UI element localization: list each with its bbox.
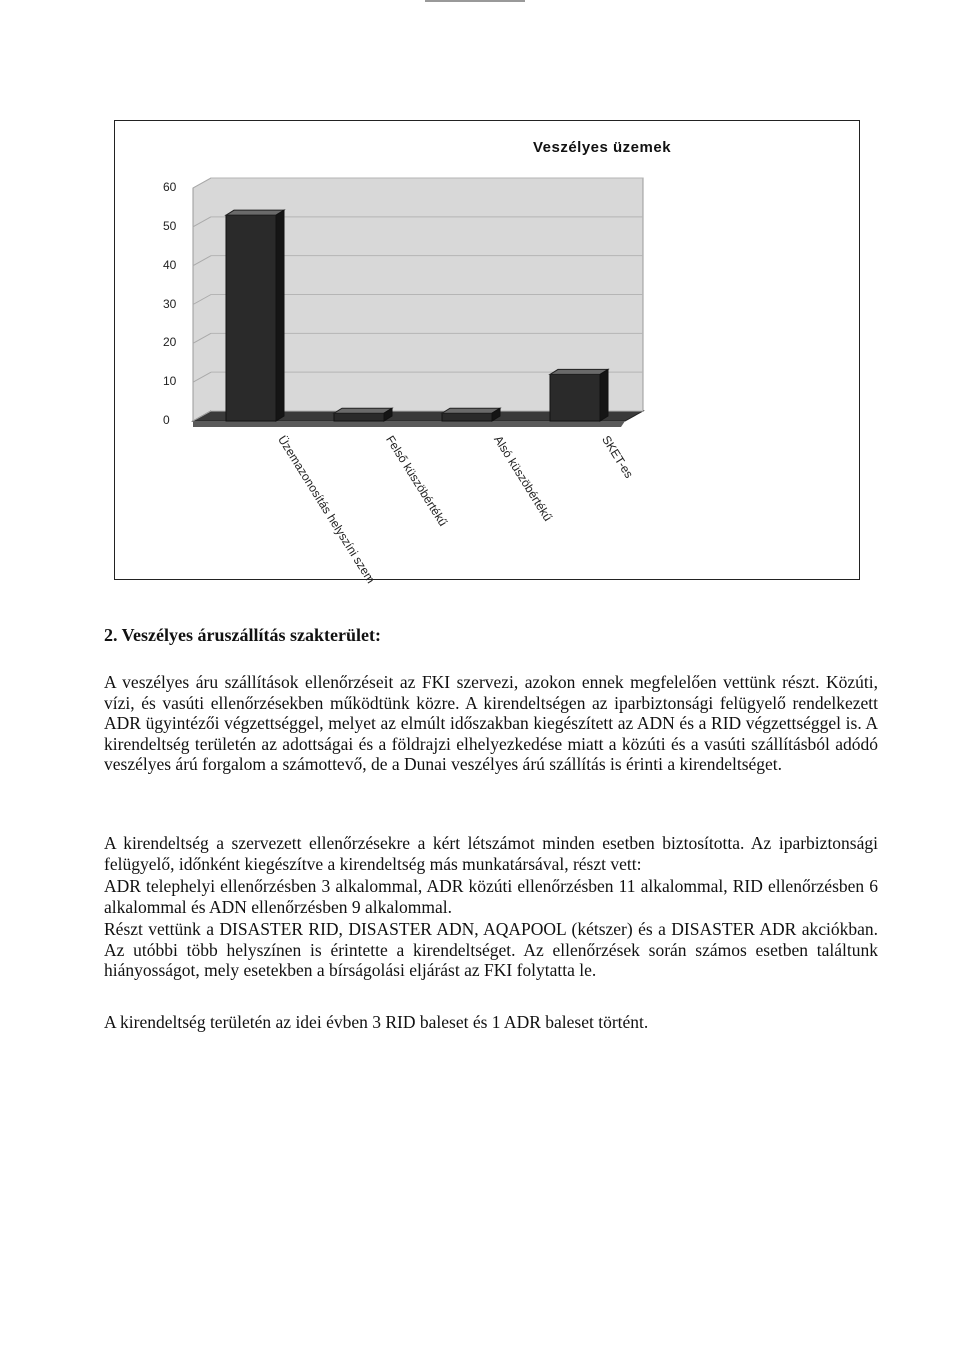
bar-side-4: [600, 369, 608, 421]
bar-4: [550, 374, 600, 421]
x-tick-label: Üzemazonosítás helyszíni szem: [275, 433, 378, 586]
x-tick-label: Felső küszöbértékű: [383, 433, 451, 529]
chart-frame: [114, 120, 860, 586]
y-tick-label: 50: [163, 218, 177, 233]
top-rule: [425, 0, 525, 2]
bar-top-4: [550, 369, 608, 374]
chart-plot: [115, 121, 861, 581]
plot-floor-front: [193, 421, 625, 427]
bar-side-1: [276, 210, 284, 421]
paragraph-2: A kirendeltség a szervezett ellenőrzésekre a kért létszámot minden esetben biztosította. Az iparbiztonsági felügyelő, időnként kiegészítve a kirendeltség más munkatársával, részt vett:: [104, 833, 878, 874]
y-tick-label: 10: [163, 374, 177, 389]
paragraph-4: Részt vettünk a DISASTER RID, DISASTER ADN, AQAPOOL (kétszer) és a DISASTER ADR akciókban. Az utóbbi több helyszínen is érintette a kirendeltséget. Az ellenőrzések során számos esetben találtunk hiányosságot, mely esetekben a bírságolási eljárást az FKI folytatta le.: [104, 919, 878, 980]
paragraph-1: A veszélyes áru szállítások ellenőrzéseit az FKI szervezi, azokon ennek megfelelően vettünk részt. Közúti, vízi, és vasúti ellenőrzésekben működtünk közre. A kirendeltségen az iparbiztonsági felügyelő rendelkezett ADR ügyintézői végzettséggel, melyet az elmúlt időszakban kiegészített az ADN és a RID végzettséggel is. A kirendeltség területén az adottságai és a földrajzi elhelyezkedése miatt a közúti és a vasúti szállításból adódó veszélyes árú forgalom a számottevő, de a Dunai veszélyes árú szállítás is érinti a kirendeltséget.: [104, 672, 878, 774]
bar-top-2: [334, 408, 392, 413]
bar-1: [226, 215, 276, 421]
bar-top-1: [226, 210, 284, 215]
x-tick-label: SKET-es: [599, 433, 637, 481]
section-heading: 2. Veszélyes áruszállítás szakterület:: [104, 625, 381, 645]
bar-top-3: [442, 408, 500, 413]
paragraph-5: A kirendeltség területén az idei évben 3 RID baleset és 1 ADR baleset történt.: [104, 1012, 649, 1032]
paragraph-3: ADR telephelyi ellenőrzésben 3 alkalommal, ADR közúti ellenőrzésben 11 alkalommal, RID ellenőrzésben 6 alkalommal és ADN ellenőrzésben 9 alkalommal.: [104, 876, 878, 917]
bar-3: [442, 413, 492, 421]
y-tick-label: 60: [163, 180, 177, 194]
bar-2: [334, 413, 384, 421]
x-tick-label: Alsó küszöbértékű: [491, 433, 555, 524]
y-tick-label: 20: [163, 335, 177, 350]
y-tick-label: 40: [163, 257, 177, 272]
y-tick-label: 30: [163, 296, 177, 311]
chart-title: Veszélyes üzemek: [532, 139, 672, 156]
y-tick-label: 0: [163, 413, 170, 427]
